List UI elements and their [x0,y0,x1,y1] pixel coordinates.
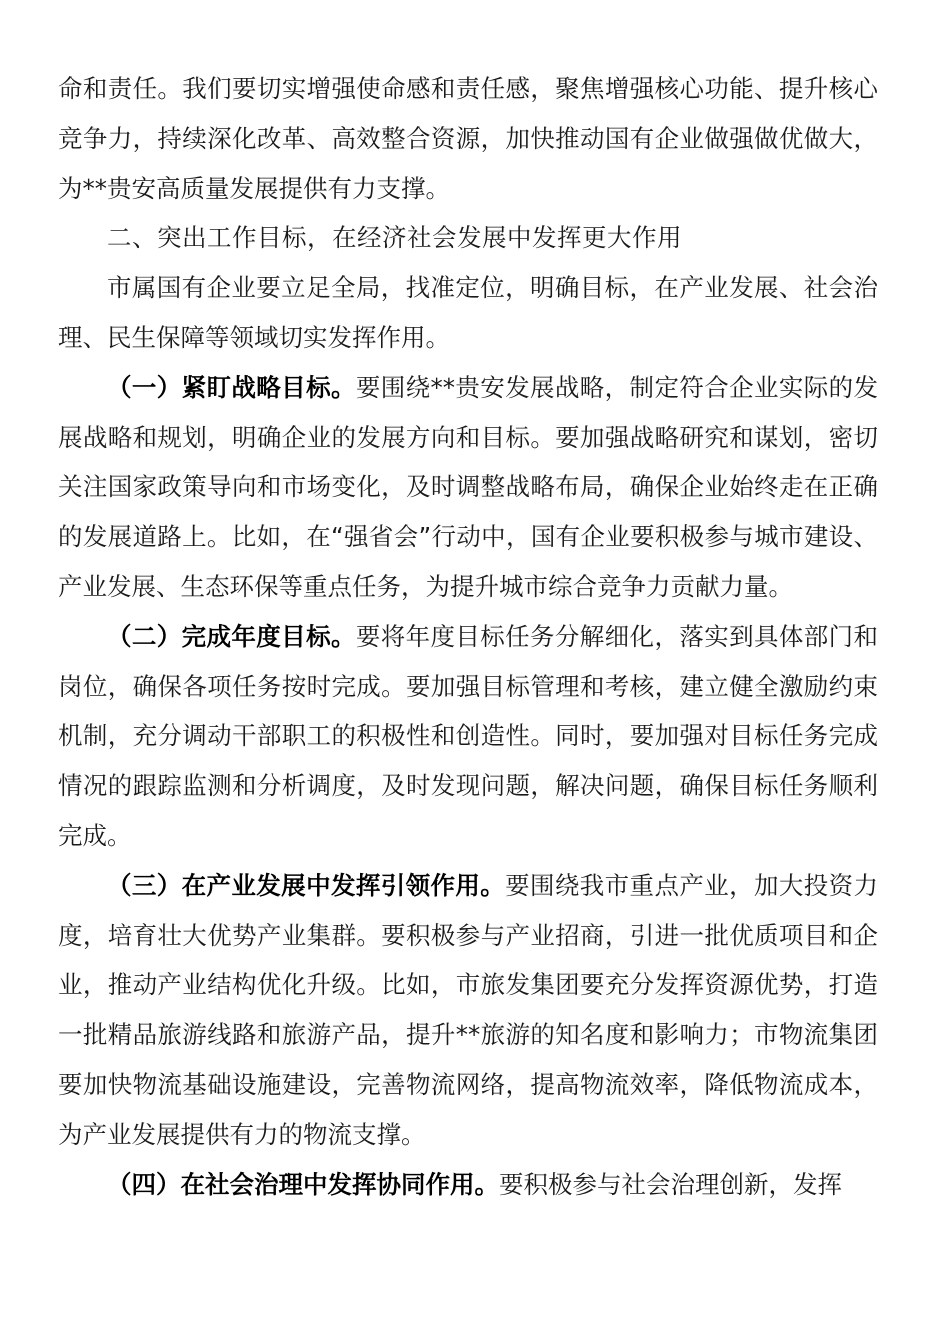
paragraph-text: 市属国有企业要立足全局，找准定位，明确目标，在产业发展、社会治理、民生保障等领域切实发挥作用。 [58,273,878,352]
paragraph-continuation [58,64,878,213]
paragraph-text: 要积极参与社会治理创新，发挥 [499,1169,842,1199]
subsection-title: （四）在社会治理中发挥协同作用。 [107,1169,499,1199]
paragraph-intro [58,263,878,363]
paragraph-item-2 [58,612,878,861]
section-heading [58,213,878,263]
document-page [58,64,878,1209]
paragraph-text: 命和责任。我们要切实增强使命感和责任感，聚焦增强核心功能、提升核心竞争力，持续深化改革、高效整合资源，加快推动国有企业做强做优做大，为**贵安高质量发展提供有力支撑。 [58,74,878,203]
subsection-title: （二）完成年度目标。 [107,621,356,651]
section-heading-text: 二、突出工作目标，在经济社会发展中发挥更大作用 [107,223,682,253]
paragraph-item-3 [58,861,878,1160]
paragraph-item-1 [58,363,878,612]
subsection-title: （三）在产业发展中发挥引领作用。 [107,870,506,900]
paragraph-item-4 [58,1160,878,1210]
subsection-title: （一）紧盯战略目标。 [107,372,356,402]
paragraph-text: 要围绕我市重点产业，加大投资力度，培育壮大优势产业集群。要积极参与产业招商，引进一批优质项目和企业，推动产业结构优化升级。比如，市旅发集团要充分发挥资源优势，打造一批精品旅游线路和旅游产品，提升**旅游的知名度和影响力；市物流集团要加快物流基础设施建设，完善物流网络，提高物流效率，降低物流成本，为产业发展提供有力的物流支撑。 [58,870,879,1149]
paragraph-text: 要将年度目标任务分解细化，落实到具体部门和岗位，确保各项任务按时完成。要加强目标管理和考核，建立健全激励约束机制，充分调动干部职工的积极性和创造性。同时，要加强对目标任务完成情况的跟踪监测和分析调度，及时发现问题，解决问题，确保目标任务顺利完成。 [58,621,879,850]
paragraph-text: 要围绕**贵安发展战略，制定符合企业实际的发展战略和规划，明确企业的发展方向和目标。要加强战略研究和谋划，密切关注国家政策导向和市场变化，及时调整战略布局，确保企业始终走在正确的发展道路上。比如，在“强省会”行动中，国有企业要积极参与城市建设、产业发展、生态环保等重点任务，为提升城市综合竞争力贡献力量。 [58,372,879,601]
